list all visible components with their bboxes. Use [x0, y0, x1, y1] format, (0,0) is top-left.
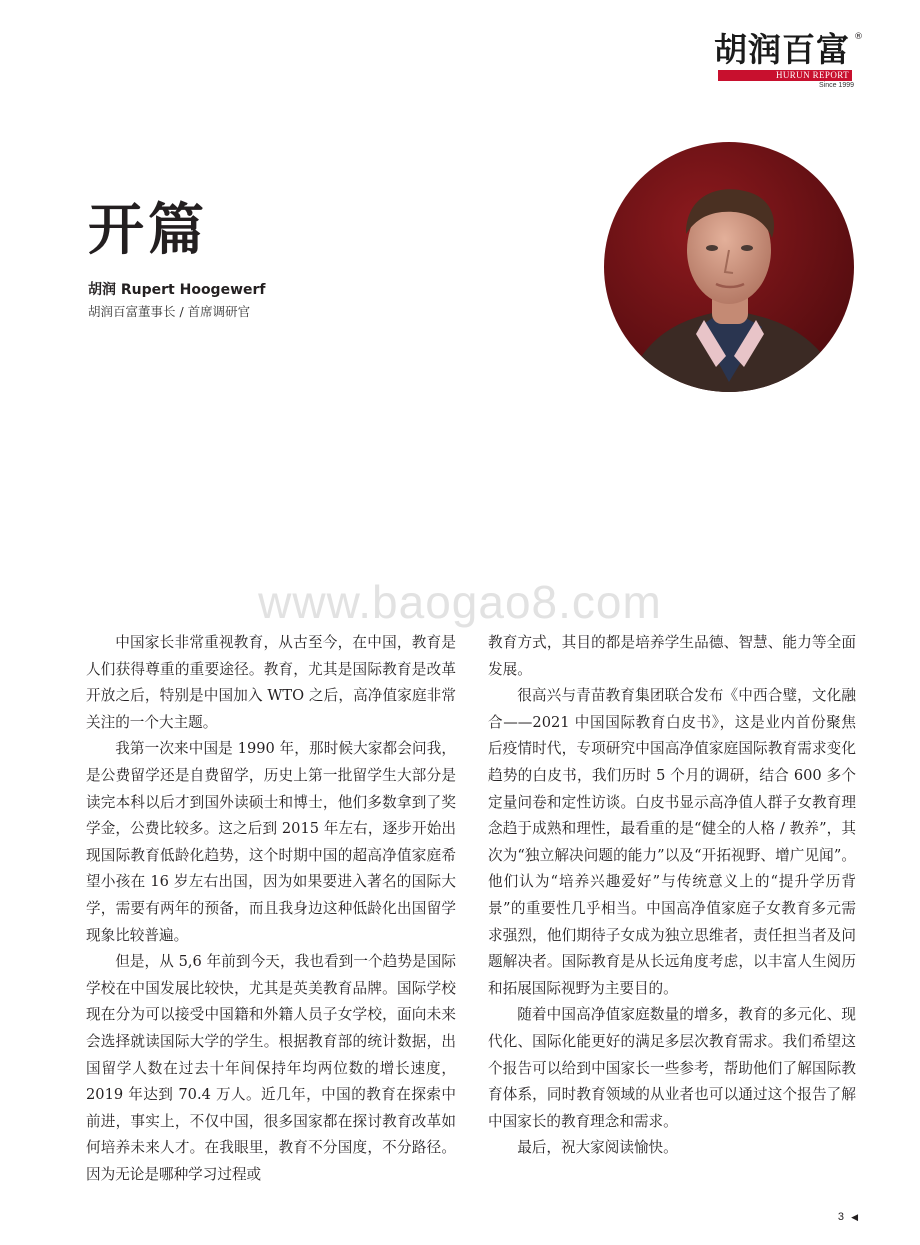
- paragraph: 但是，从 5,6 年前到今天，我也看到一个趋势是国际学校在中国发展比较快，尤其是英美教育品牌。国际学校现在分为可以接受中国籍和外籍人员子女学校，面向未来会选择就读国际大学的学生。根据教育部的统计数据，出国留学人数在过去十年间保持年均两位数的增长速度，2019 年达到 70.4 万人。近几年，中国的教育在探索中前进，事实上，不仅中国，很多国家都在探讨教育改革如何培养未来人才。在我眼里，教育不分国度，不分路径。因为无论是哪种学习过程或: [86, 953, 456, 1183]
- hurun-logo: [710, 30, 863, 92]
- page-number: [838, 1211, 858, 1223]
- logo-since: Since 1999: [818, 82, 854, 89]
- page-title: 开篇: [88, 197, 208, 263]
- left-triangle-icon: ◀: [851, 1212, 858, 1222]
- author-role: 胡润百富董事长 / 首席调研官: [88, 304, 251, 319]
- logo-chinese: 胡润百富: [714, 30, 850, 69]
- paragraph: 随着中国高净值家庭数量的增多，教育的多元化、现代化、国际化能更好的满足多层次教育需求。我们希望这个报告可以给到中国家长一些参考，帮助他们了解国际教育体系，同时教育领域的从业者也可以通过这个报告了解中国家长的教育理念和需求。: [488, 1006, 856, 1130]
- page-number-value: 3: [837, 1211, 845, 1223]
- author-name: 胡润 Rupert Hoogewerf: [88, 282, 266, 298]
- logo-english: HURUN REPORT: [718, 70, 852, 81]
- registered-mark: ®: [854, 32, 863, 42]
- paragraph-continuation: 教育方式，其目的都是培养学生品德、智慧、能力等全面发展。: [488, 634, 856, 678]
- left-column: [86, 630, 456, 1188]
- author-portrait: [604, 142, 854, 392]
- paragraph: 中国家长非常重视教育，从古至今，在中国，教育是人们获得尊重的重要途径。教育，尤其是国际教育是改革开放之后，特别是中国加入 WTO 之后，高净值家庭非常关注的一个大主题。: [86, 634, 456, 731]
- paragraph: 最后，祝大家阅读愉快。: [517, 1139, 678, 1157]
- right-column: [488, 630, 856, 1162]
- paragraph: 我第一次来中国是 1990 年，那时候大家都会问我，是公费留学还是自费留学，历史上第一批留学生大部分是读完本科以后才到国外读硕士和博士，他们多数拿到了奖学金，公费比较多。这之后到 2015 年左右，逐步开始出现国际教育低龄化趋势，这个时期中国的超高净值家庭希望小孩在 16 岁左右出国，因为如果要进入著名的国际大学，需要有两年的预备，而且我身边这种低龄化出国留学现象比较普遍。: [86, 740, 456, 944]
- paragraph: 很高兴与青苗教育集团联合发布《中西合璧，文化融合——2021 中国国际教育白皮书》，这是业内首份聚焦后疫情时代，专项研究中国高净值家庭国际教育需求变化趋势的白皮书，我们历时 5 个月的调研，结合 600 多个定量问卷和定性访谈。白皮书显示高净值人群子女教育理念趋于成熟和理性，最看重的是“健全的人格 / 教养”，其次为“独立解决问题的能力”以及“开拓视野、增广见闻”。他们认为“培养兴趣爱好”与传统意义上的“提升学历背景”的重要性几乎相当。中国高净值家庭子女教育多元需求强烈，他们期待子女成为独立思维者，责任担当者及问题解决者。国际教育是从长远角度考虑，以丰富人生阅历和拓展国际视野为主要目的。: [488, 687, 856, 997]
- watermark: www.baogao8.com: [258, 576, 662, 628]
